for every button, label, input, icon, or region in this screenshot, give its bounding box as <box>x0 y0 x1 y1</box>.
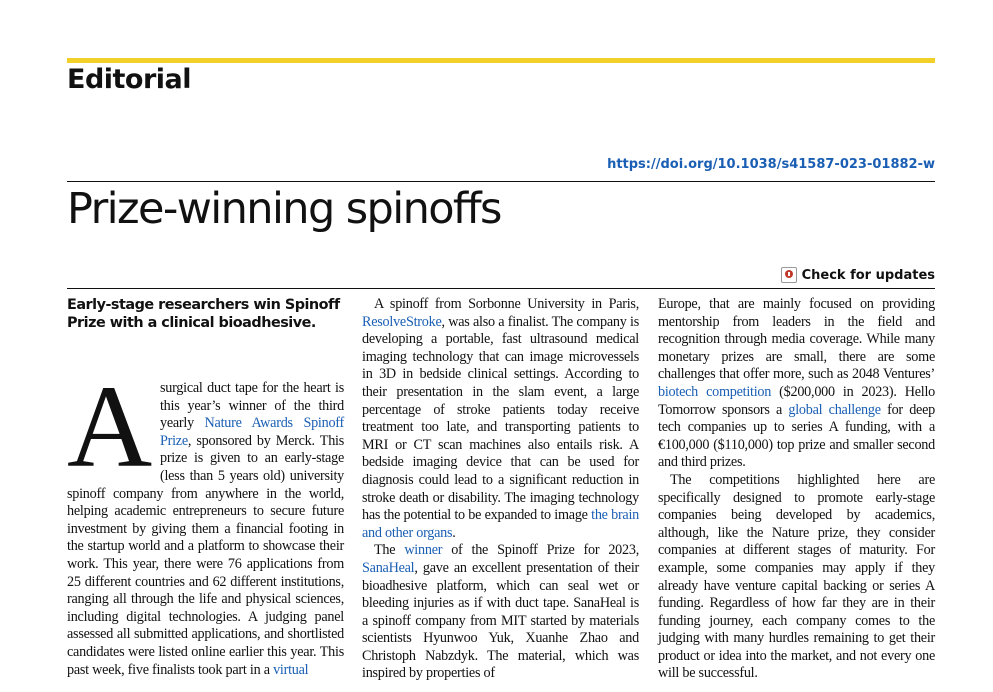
drop-cap: A <box>67 361 152 492</box>
text: surgical duct tape for the heart is this year’s winner of the third yearly <box>159 380 344 432</box>
virtual-link[interactable]: virtual <box>273 661 309 678</box>
column-1 <box>67 296 344 679</box>
title-rule <box>67 181 935 182</box>
body-rule <box>67 288 935 289</box>
text: A spinoff from Sorbonne University in Paris, <box>374 296 639 312</box>
column-3 <box>658 296 935 683</box>
brain-organs-link[interactable]: the brain and other organs <box>362 507 640 541</box>
check-updates-label: Check for updates <box>801 267 935 283</box>
text: of the Spinoff Prize for 2023, <box>442 542 640 559</box>
paragraph <box>658 296 935 472</box>
resolvestroke-link[interactable]: ResolveStroke <box>362 313 442 330</box>
text: Europe, that are mainly focused on providing mentorship from leaders in the field and recognition through media coverage. While many monetary prizes are small, there are some challenges that offer more, such as 2048 Ventures’ <box>658 296 935 383</box>
doi-link[interactable]: https://doi.org/10.1038/s41587-023-01882-w <box>607 157 935 172</box>
text: for deep tech companies up to series A funding, with a €100,000 ($110,000) top prize and smaller second and third prizes. <box>658 401 935 471</box>
standfirst: Early-stage researchers win Spinoff Prize with a clinical bioadhesive. <box>67 297 340 331</box>
text: . <box>452 524 456 541</box>
check-updates-button[interactable] <box>781 267 935 283</box>
column-2 <box>362 296 639 683</box>
paragraph <box>362 542 639 683</box>
text: , sponsored by Merck. This prize is given to an early-stage (less than 5 years old) university spinoff company from anywhere in the world, helping academic entrepreneurs to secure future investment by giving them a financial footing in the startup world and a platform to showcase their work. This year, there were 76 applications from 25 different countries and 62 different institutions, ranging all through the life and physical sciences, including digital technologies. A judging panel assessed all submitted applications, and shortlisted candidates were listed online earlier this year. This past week, five finalists took part in a <box>67 432 344 678</box>
text: ($200,000 in 2023). Hello Tomorrow sponsors a <box>658 383 936 418</box>
global-challenge-link[interactable]: global challenge <box>788 401 881 418</box>
accent-rule <box>67 58 935 63</box>
nature-awards-link[interactable]: Nature Awards Spinoff Prize <box>159 415 344 449</box>
check-updates-icon <box>781 267 797 283</box>
paragraph <box>67 361 344 679</box>
text: The <box>374 542 405 559</box>
paragraph <box>362 296 639 542</box>
sanaheal-link[interactable]: SanaHeal <box>362 559 415 576</box>
paragraph: The competitions highlighted here are specifically designed to promote early-stage companies being developed by academics, although, like the Nature prize, they consider companies at different stages of maturity. For example, some companies may apply if they already have venture capital backing or series A funding. Regardless of how far they are in their funding journey, each company comes to the judging with many hurdles remaining to get their product or idea into the market, and not every one will be successful. <box>658 471 935 682</box>
text: , gave an excellent presentation of their bioadhesive platform, which can seal wet or bleeding injuries as if with duct tape. SanaHeal is a spinoff company from MIT started by materials scientists Hyunwoo Yuk, Xuanhe Zhao and Christoph Nabzdyk. The material, which was inspired by properties of <box>362 559 639 682</box>
text: , was also a finalist. The company is developing a portable, fast ultrasound medical imaging technology that can image microvessels in 3D in bedside clinical settings. According to their presentation in the slam event, a large percentage of stroke patients today receive treatment too late, and transporting patients to MRI or CT scan machines also entails risk. A bedside imaging device that can be used for diagnosis could lead to a significant reduction in stroke death or disability. The imaging technology has the potential to be expanded to image <box>362 313 639 524</box>
winner-link[interactable]: winner <box>404 542 443 559</box>
biotech-competition-link[interactable]: biotech competition <box>658 383 772 400</box>
section-label: Editorial <box>67 64 192 95</box>
article-title: Prize-winning spinoffs <box>67 184 501 234</box>
